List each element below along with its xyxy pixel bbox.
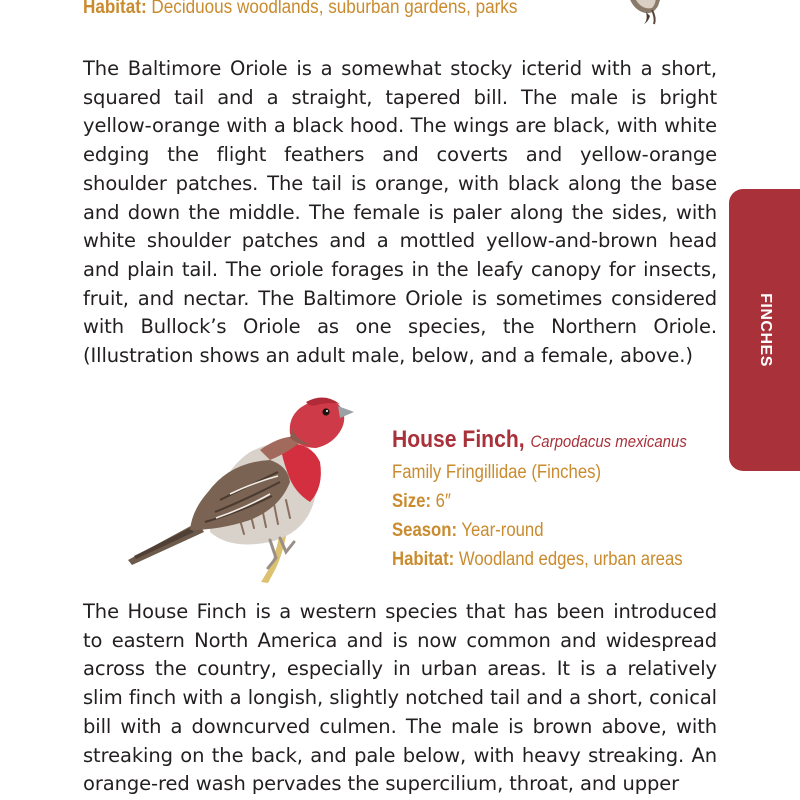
house-finch-description: The House Finch is a western species that has been introduced to eastern North America and is now common and widespread across the country, especially in urban areas. It is a relatively slim finch with a longish, slightly notched tail and a short, conical bill with a downcurved culmen. The male is brown above, with streaking on the back, and pale below, with heavy streaking. An orange-red wash pervades the supercilium, throat, and upper (83, 600, 717, 796)
house-finch-habitat (392, 545, 691, 574)
oriole-habitat (83, 0, 517, 19)
oriole-habitat-label: Habitat: (83, 0, 147, 18)
house-finch-title (392, 424, 691, 458)
house-finch-size-value: 6″ (435, 491, 451, 512)
house-finch-habitat-value: Woodland edges, urban areas (458, 549, 683, 570)
house-finch-season-value: Year-round (461, 520, 544, 541)
house-finch-info (392, 424, 732, 574)
house-finch-scientific-name: Carpodacus mexicanus (530, 432, 687, 451)
house-finch-season-label: Season: (392, 520, 458, 541)
section-tab-label-wrap (729, 189, 800, 471)
house-finch-family: Family Fringillidae (Finches) (392, 462, 602, 483)
house-finch-season (392, 516, 691, 545)
oriole-illustration-partial (622, 0, 670, 30)
section-tab-label: FINCHES (756, 293, 774, 367)
house-finch-habitat-label: Habitat: (392, 549, 455, 570)
house-finch-size-label: Size: (392, 491, 432, 512)
oriole-description: The Baltimore Oriole is a somewhat stocky icterid with a short, squared tail and a straight, tapered bill. The male is bright yellow-orange with a black hood. The wings are black, with white edging the flight feathers and coverts and yellow-orange shoulder patches. The tail is orange, with black along the base and down the middle. The female is paler along the sides, with white shoulder patches and a mottled yellow-and-brown head and plain tail. The oriole forages in the leafy canopy for insects, fruit, and nectar. The Baltimore Oriole is sometimes considered with Bullock’s Oriole as one species, the Northern Oriole. (Illustration shows an adult male, below, and a female, above.) (83, 57, 717, 368)
oriole-habitat-value: Deciduous woodlands, suburban gardens, parks (151, 0, 518, 18)
house-finch-size (392, 487, 691, 516)
house-finch-common-name: House Finch, (392, 426, 525, 453)
house-finch-illustration (120, 382, 360, 587)
